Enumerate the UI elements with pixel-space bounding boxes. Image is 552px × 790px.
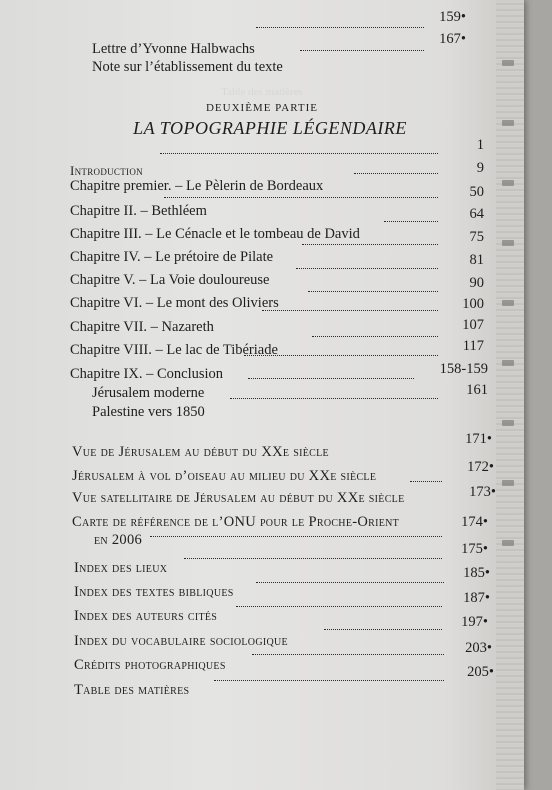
toc-entry-page: 205• [467, 664, 494, 680]
toc-entry-label: Index des textes bibliques [74, 584, 234, 600]
leader-dots [324, 629, 442, 630]
toc-entry-page: 173• [469, 484, 496, 500]
toc-entry-label: Jérusalem à vol d’oiseau au milieu du XXe siècle [72, 468, 377, 484]
toc-entry-page: 159• [439, 9, 466, 25]
toc-entry-label: Chapitre V. – La Voie douloureuse [70, 272, 270, 288]
edge-mark [502, 360, 514, 366]
leader-dots [160, 153, 438, 154]
toc-entry-label: Chapitre VI. – Le mont des Oliviers [70, 295, 279, 311]
toc-entry-label: Vue satellitaire de Jérusalem au début du XXe siècle [72, 490, 405, 506]
toc-entry-label: Carte de référence de l’ONU pour le Proche-Orient [72, 514, 400, 530]
leader-dots [308, 291, 438, 292]
toc-entry-label: Crédits photographiques [74, 657, 226, 673]
toc-entry-label: Table des matières [74, 682, 190, 698]
toc-entry-page: 90 [469, 275, 484, 291]
leader-dots [296, 268, 438, 269]
toc-entry-page: 81 [469, 252, 484, 268]
toc-entry-page: 172• [467, 459, 494, 475]
toc-entry-page: 158-159 [439, 361, 488, 377]
toc-entry-page: 1 [476, 137, 484, 153]
toc-entry-label-continued: en 2006 [94, 532, 143, 548]
toc-entry-label: Index du vocabulaire sociologique [74, 633, 288, 649]
leader-dots [312, 336, 438, 337]
leader-dots [214, 680, 444, 681]
toc-entry-page: 161 [466, 382, 488, 398]
toc-entry-page: 50 [469, 184, 484, 200]
edge-mark [502, 540, 514, 546]
map-entry-label: Palestine vers 1850 [92, 404, 205, 420]
page-edge [496, 0, 524, 790]
part-title: LA TOPOGRAPHIE LÉGENDAIRE [133, 118, 407, 138]
toc-entry-page: 185• [463, 565, 490, 581]
toc-entry-label: Chapitre IV. – Le prétoire de Pilate [70, 249, 274, 265]
toc-entry-label: Introduction [70, 163, 143, 178]
leader-dots [302, 244, 438, 245]
edge-mark [502, 420, 514, 426]
leader-dots [236, 606, 442, 607]
edge-mark [502, 240, 514, 246]
show-through-text: Table des matières [221, 86, 303, 98]
leader-dots [256, 582, 444, 583]
toc-entry-page: 64 [469, 206, 484, 222]
leader-dots [184, 558, 442, 559]
toc-entry-label: Chapitre II. – Bethléem [70, 203, 207, 219]
leader-dots [256, 27, 424, 28]
leader-dots [150, 536, 442, 537]
edge-mark [502, 120, 514, 126]
toc-entry-page: 174• [461, 514, 488, 530]
edge-mark [502, 180, 514, 186]
toc-entry-page: 117 [462, 338, 484, 354]
part-label: DEUXIÈME PARTIE [205, 102, 318, 114]
toc-entry-page: 167• [439, 31, 466, 47]
toc-entry-label: Chapitre premier. – Le Pèlerin de Bordeaux [70, 178, 324, 194]
toc-entry-page: 187• [463, 590, 490, 606]
toc-entry-label: Lettre d’Yvonne Halbwachs [92, 41, 255, 57]
leader-dots [248, 378, 414, 379]
toc-entry-label: Index des auteurs cités [74, 608, 218, 624]
toc-entry-label: Chapitre VII. – Nazareth [70, 319, 214, 335]
leader-dots [300, 50, 424, 51]
leader-dots [410, 481, 442, 482]
leader-dots [252, 654, 444, 655]
leader-dots [244, 355, 438, 356]
toc-entry-label: Index des lieux [74, 560, 168, 576]
leader-dots [262, 310, 438, 311]
toc-entry-page: 100 [462, 296, 484, 312]
edge-mark [502, 300, 514, 306]
toc-entry-label: Chapitre III. – Le Cénacle et le tombeau de David [70, 226, 360, 242]
toc-entry-page: 75 [469, 229, 484, 245]
toc-entry-page: 171• [465, 431, 492, 447]
toc-entry-label: Vue de Jérusalem au début du XXe siècle [72, 444, 329, 460]
leader-dots [230, 398, 438, 399]
leader-dots [164, 197, 438, 198]
toc-entry-page: 197• [461, 614, 488, 630]
toc-entry-label: Note sur l’établissement du texte [92, 59, 283, 75]
edge-mark [502, 480, 514, 486]
edge-mark [502, 60, 514, 66]
toc-entry-label: Chapitre IX. – Conclusion [70, 366, 224, 382]
toc-entry-page: 107 [462, 317, 484, 333]
map-entry-label: Jérusalem moderne [92, 385, 205, 401]
toc-entry-page: 9 [476, 160, 484, 176]
toc-entry-page: 175• [461, 541, 488, 557]
toc-entry-page: 203• [465, 640, 492, 656]
toc-entry-label: Chapitre VIII. – Le lac de Tibériade [70, 342, 278, 358]
